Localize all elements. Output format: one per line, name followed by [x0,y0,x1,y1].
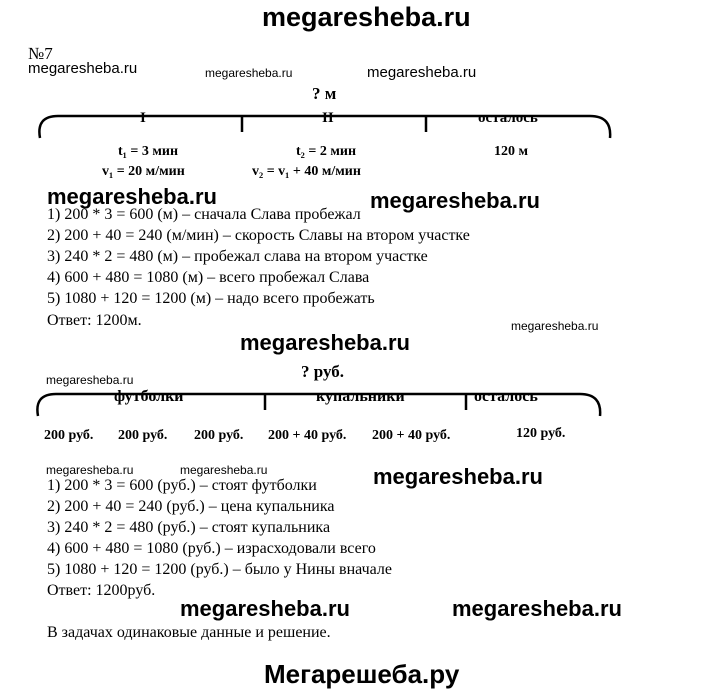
diagram-2-price-label: 200 руб. [44,428,94,443]
watermark: megaresheba.ru [46,463,134,477]
diagram-2-price-label: 200 + 40 руб. [268,428,347,443]
solution-step: 4) 600 + 480 = 1080 (м) – всего пробежал Слава [47,269,370,286]
watermark: megaresheba.ru [28,60,138,77]
problem-number: №7 [28,44,53,63]
diagram-1-total-label: ? м [312,84,337,103]
answer: Ответ: 1200руб. [47,582,156,599]
watermark: megaresheba.ru [367,64,477,81]
diagram-1-segment-label: II [322,110,334,126]
watermark: megaresheba.ru [47,184,217,209]
diagram-1-time-label: t₁ = 3 мин [118,144,179,159]
diagram-2-segment-label: осталось [474,388,538,405]
diagram-2-price-label: 200 + 40 руб. [372,428,451,443]
watermark: megaresheba.ru [511,319,599,333]
watermark: megaresheba.ru [205,66,293,80]
solution-step: 3) 240 * 2 = 480 (руб.) – стоят купальника [47,519,331,536]
diagram-1-segment-label: I [140,110,146,126]
diagram-2-segment-label: купальники [316,388,405,405]
watermark: megaresheba.ru [180,463,268,477]
solution-step: 1) 200 * 3 = 600 (м) – сначала Слава пробежал [47,206,361,223]
diagram-1-speed-label: v₂ = v₁ + 40 м/мин [252,164,361,179]
solution-step: 4) 600 + 480 = 1080 (руб.) – израсходовали всего [47,540,376,557]
diagram-2-rest-label: 120 руб. [516,426,566,441]
diagram-1-time-label: t₂ = 2 мин [296,144,357,159]
diagram-2-segment-label: футболки [114,388,184,405]
conclusion-note: В задачах одинаковые данные и решение. [47,624,331,641]
diagram-1-speed-label: v₁ = 20 м/мин [102,164,185,179]
watermark: megaresheba.ru [373,464,543,489]
diagram-2-price-label: 200 руб. [194,428,244,443]
solution-step: 2) 200 + 40 = 240 (руб.) – цена купальника [47,498,335,515]
answer: Ответ: 1200м. [47,312,142,329]
watermark: megaresheba.ru [180,596,350,621]
watermark: megaresheba.ru [452,596,622,621]
diagram-2-price-label: 200 руб. [118,428,168,443]
watermark: megaresheba.ru [240,330,410,355]
watermark: megaresheba.ru [370,188,540,213]
header-site-title: megaresheba.ru [262,2,471,32]
solution-step: 5) 1080 + 120 = 1200 (м) – надо всего пробежать [47,290,375,307]
solution-step: 2) 200 + 40 = 240 (м/мин) – скорость Славы на втором участке [47,227,470,244]
watermark: megaresheba.ru [46,373,134,387]
diagram-1-segment-label: осталось [478,110,538,126]
solution-step: 3) 240 * 2 = 480 (м) – пробежал слава на втором участке [47,248,428,265]
footer-site-title: Мегарешеба.ру [264,659,460,689]
solution-step: 1) 200 * 3 = 600 (руб.) – стоят футболки [47,477,317,494]
solution-step: 5) 1080 + 120 = 1200 (руб.) – было у Нины вначале [47,561,393,578]
diagram-2-total-label: ? руб. [301,362,345,381]
diagram-1-rest-label: 120 м [494,144,529,159]
